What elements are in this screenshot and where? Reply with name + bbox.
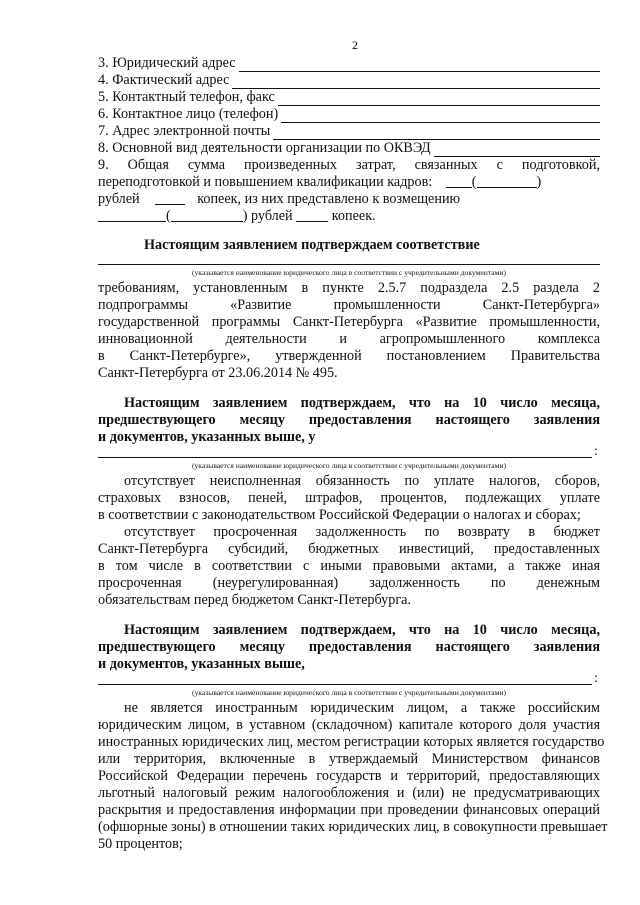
- item9-line3: рублей копеек, из них представлено к возмещению: [98, 191, 461, 207]
- fill-line[interactable]: [434, 143, 600, 157]
- section3-heading-1: Настоящим заявлением подтверждаем, что на 10 число месяца,: [124, 622, 600, 638]
- field-phone-fax: [98, 88, 600, 106]
- caption: (указывается наименование юридического лица в соответствии с учредительными документами): [191, 688, 507, 697]
- field-email: [98, 122, 600, 140]
- section3-body-2: юридическим лицом, в уставном (складочном) капитале которого доля участия: [98, 717, 600, 733]
- section1-body-4: инновационной деятельности и агропромышленного комплекса: [98, 331, 600, 347]
- section3-body-4: или территория, включенные в утверждаемый Министерством финансов: [98, 751, 600, 767]
- fill-line[interactable]: [232, 75, 600, 89]
- section2-heading-3: и документов, указанных выше, у: [98, 429, 316, 445]
- section3-body-3: иностранных юридических лиц, местом регистрации которых является государство: [98, 734, 605, 750]
- fill-line[interactable]: [278, 92, 600, 106]
- section3-body-5: Российской Федерации перечень государств и территорий, предоставляющих: [98, 768, 600, 784]
- field-label: 6. Контактное лицо (телефон): [98, 106, 279, 122]
- field-legal-address: [98, 54, 600, 72]
- item9-line2: переподготовкой и повышением квалификации кадров: ( ): [98, 174, 542, 190]
- colon: :: [594, 444, 598, 459]
- item9-line4: ( ) рублей копеек.: [98, 207, 600, 225]
- kopecks-blank[interactable]: [155, 191, 185, 205]
- section1-body-1: требованиям, установленным в пункте 2.5.7 подраздела 2.5 раздела 2: [98, 280, 600, 296]
- field-label: 8. Основной вид деятельности организации по ОКВЭД: [98, 140, 431, 156]
- sum-words-blank[interactable]: [477, 174, 537, 188]
- page-number: 2: [352, 38, 358, 52]
- fill-line[interactable]: [281, 109, 600, 123]
- section2-body-3: в соответствии с законодательством Российской Федерации о налогах и сборах;: [98, 507, 581, 523]
- sum-blank[interactable]: [446, 174, 472, 188]
- section2-body-7: просроченная (неурегулированная) задолженность по денежным: [98, 575, 600, 591]
- section3-body-9: 50 процентов;: [98, 836, 183, 852]
- section1-body-5: в Санкт-Петербурге», утвержденной постановлением Правительства: [98, 348, 600, 364]
- section2-heading-1: Настоящим заявлением подтверждаем, что на 10 число месяца,: [124, 395, 600, 411]
- section3-heading-3: и документов, указанных выше,: [98, 656, 305, 672]
- org-name-blank[interactable]: [98, 457, 592, 458]
- section2-body-4: отсутствует просроченная задолженность по возврату в бюджет: [124, 524, 600, 540]
- refund-kopecks-blank[interactable]: [296, 208, 328, 222]
- section3-body-8: (офшорные зоны) в отношении таких юридических лиц, в совокупности превышает: [98, 819, 608, 835]
- field-contact-person: [98, 105, 600, 123]
- colon: :: [594, 671, 598, 686]
- section2-body-2: страховых взносов, пеней, штрафов, процентов, подлежащих уплате: [98, 490, 600, 506]
- caption: (указывается наименование юридического лица в соответствии с учредительными документами): [191, 461, 507, 470]
- section3-body-1: не является иностранным юридическим лицом, а также российским: [124, 700, 600, 716]
- section3-body-6: льготный налоговый режим налогообложения и (или) не предусматривающих: [98, 785, 600, 801]
- section3-body-7: раскрытия и предоставления информации при проведении финансовых операций: [98, 802, 600, 818]
- section2-body-5: Санкт-Петербурга субсидий, бюджетных инвестиций, предоставленных: [98, 541, 600, 557]
- field-label: 7. Адрес электронной почты: [98, 123, 271, 139]
- section2-body-6: в том числе в соответствии с иными правовыми актами, а также иная: [98, 558, 600, 574]
- org-name-blank[interactable]: [98, 264, 600, 265]
- fill-line[interactable]: [239, 58, 600, 72]
- refund-words-blank[interactable]: [171, 208, 243, 222]
- item9-line1: 9. Общая сумма произведенных затрат, связанных с подготовкой,: [98, 157, 600, 173]
- field-label: 5. Контактный телефон, факс: [98, 89, 275, 105]
- section1-heading: Настоящим заявлением подтверждаем соответствие: [144, 237, 480, 253]
- refund-blank[interactable]: [98, 208, 166, 222]
- field-okved: [98, 139, 600, 157]
- caption: (указывается наименование юридического лица в соответствии с учредительными документами): [191, 268, 507, 277]
- section2-body-8: обязательствам перед бюджетом Санкт-Петербурга.: [98, 592, 411, 608]
- section1-body-2: подпрограммы «Развитие промышленности Санкт-Петербурга»: [98, 297, 600, 313]
- section2-heading-2: предшествующего месяцу предоставления настоящего заявления: [98, 412, 600, 428]
- section3-heading-2: предшествующего месяцу предоставления настоящего заявления: [98, 639, 600, 655]
- field-actual-address: [98, 71, 600, 89]
- org-name-blank[interactable]: [98, 684, 592, 685]
- fill-line[interactable]: [273, 126, 600, 140]
- field-label: 4. Фактический адрес: [98, 72, 230, 88]
- section2-body-1: отсутствует неисполненная обязанность по уплате налогов, сборов,: [124, 473, 600, 489]
- section1-body-3: государственной программы Санкт-Петербурга «Развитие промышленности,: [98, 314, 600, 330]
- section1-body-6: Санкт-Петербурга от 23.06.2014 № 495.: [98, 365, 338, 381]
- field-label: 3. Юридический адрес: [98, 55, 236, 71]
